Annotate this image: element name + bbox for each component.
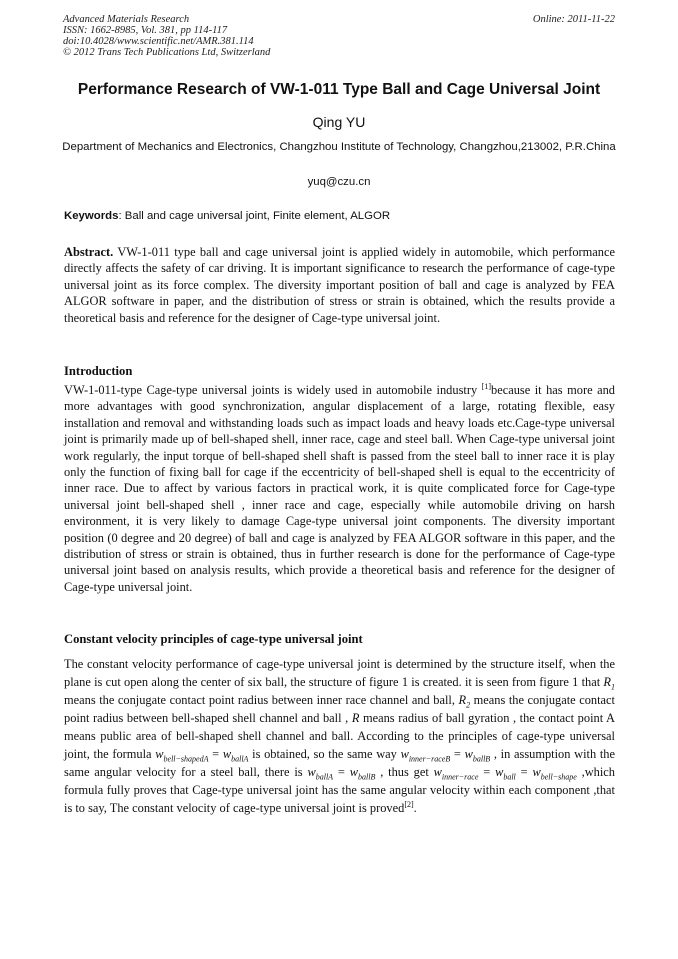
keywords-text: : Ball and cage universal joint, Finite element, ALGOR <box>118 210 391 222</box>
symbol-r2: R <box>458 693 467 707</box>
intro-text-1: VW-1-011-type Cage-type universal joints is widely used in automobile industry <box>64 383 482 397</box>
journal-copyright: © 2012 Trans Tech Publications Ltd, Switzerland <box>63 47 271 58</box>
cv-text-6: , in assumption with the same angular velocity for a steel ball, there is <box>64 747 615 779</box>
journal-name: Advanced Materials Research <box>63 14 190 25</box>
formula-4-sub2: ball <box>503 772 516 782</box>
cv-text-5: is obtained, so the same way <box>248 747 401 761</box>
formula-2-w2: w <box>464 747 473 761</box>
cv-text-3: means the conjugate contact point radius between bell-shaped shell channel and ball , <box>64 693 615 725</box>
formula-3-w2: w <box>349 765 359 779</box>
online-date: Online: 2011-11-22 <box>532 14 615 25</box>
journal-doi: doi:10.4028/www.scientific.net/AMR.381.114 <box>63 36 254 47</box>
formula-4-eq1: = <box>478 765 496 779</box>
journal-header <box>63 14 615 58</box>
formula-1-w1: w <box>155 747 164 761</box>
cv-section-paragraph <box>64 655 615 817</box>
formula-3-sub2: ballB <box>358 772 376 782</box>
paper-title: Performance Research of VW-1-011 Type Ball and Cage Universal Joint <box>77 81 601 98</box>
symbol-r1-sub: 1 <box>611 682 615 692</box>
abstract <box>64 244 615 326</box>
citation-2: [2] <box>404 799 414 809</box>
journal-issn: ISSN: 1662-8985, Vol. 381, pp 114-117 <box>63 25 228 36</box>
formula-2-sub1: inner−raceB <box>408 754 451 764</box>
author-email: yuq@czu.cn <box>307 176 371 188</box>
introduction-heading: Introduction <box>64 364 133 378</box>
citation-1: [1] <box>481 381 491 391</box>
formula-1-sub2: ballA <box>231 754 249 764</box>
formula-3-eq: = <box>333 765 350 779</box>
formula-4-eq2: = <box>515 765 533 779</box>
intro-text-2: because it has more and more advantages with good synchronization, angular displacement of a large, rotating flexible, easy installation and removal and withstanding loads such as impact loads and heavy loads etc.Cage-type universal joint is primarily made up of bell-shaped shell, inner race, cage and steel ball. When Cage-type universal joint work regularly, the input torque of bell-shaped shell shaft is passed from the steel ball to inner race it is play only the function of fixing ball for cage if the eccentricity of bell-shaped shell is equal to the eccentricity of inner race. Due to affect by various factors in practical work, it is quite complicated force for Cage-type universal joint bell-shaped shell , inner race and cage, especially while automobile driving on harsh environment, it is very likely to damage Cage-type universal joint components. The diversity important position (0 degree and 20 degree) of ball and cage is analyzed by FEA ALGOR software in this paper, and the distribution of stress or strain is obtained, thus in further research is done for the performance of Cage-type universal joint based on analysis results, which provide a theoretical basis and reference for the designer of Cage-type universal joint. <box>64 383 615 594</box>
formula-4-w1: w <box>433 765 442 779</box>
formula-1-sub1: bell−shapedA <box>163 754 209 764</box>
author-name: Qing YU <box>312 114 366 130</box>
symbol-r2-sub: 2 <box>466 700 471 710</box>
keywords <box>64 210 616 222</box>
cv-text-4: means radius of ball gyration , the contact point A means public area of bell-shaped shell channel and ball. According to the principles of cage-type universal joint, the formula <box>64 711 615 761</box>
cv-text-2: means the conjugate contact point radius between inner race channel and ball, <box>64 693 459 707</box>
author-affiliation: Department of Mechanics and Electronics, Changzhou Institute of Technology, Changzhou,213002, P.R.China <box>62 141 616 153</box>
formula-3-w1: w <box>307 765 316 779</box>
formula-4-sub1: inner−race <box>441 772 479 782</box>
cv-text-7: , thus get <box>375 765 434 779</box>
cv-text-1: The constant velocity performance of cage-type universal joint is determined by the structure itself, when the plane is cut open along the center of six ball, the structure of figure 1 is created. it is seen from figure 1 that <box>64 657 615 689</box>
cv-text-9: . <box>413 801 417 815</box>
keywords-label: Keywords <box>64 210 119 222</box>
formula-2-sub2: ballB <box>472 754 491 764</box>
formula-4-w2: w <box>495 765 504 779</box>
cv-text-8: ,which formula fully proves that Cage-type universal joint has the same angular velocity within each component ,that is to say, The constant velocity of cage-type universal joint is proved <box>64 765 616 815</box>
formula-1-w2: w <box>222 747 232 761</box>
cv-section-heading: Constant velocity principles of cage-type universal joint <box>64 632 363 646</box>
symbol-r: R <box>351 711 360 725</box>
abstract-label: Abstract. <box>64 245 114 259</box>
abstract-text: VW-1-011 type ball and cage universal joint is applied widely in automobile, which performance directly affects the safety of car driving. It is important significance to research the performance of cage-type universal joint as its force complex. The diversity important position of ball and cage is analyzed by FEA ALGOR software in paper, and the distribution of stress or strain is obtained, which the results provide a theoretical basis and reference for the designer of Cage-type universal joint. <box>64 245 615 325</box>
introduction-paragraph <box>64 382 615 595</box>
formula-2-eq: = <box>450 747 465 761</box>
formula-4-w3: w <box>532 765 541 779</box>
formula-2-w1: w <box>400 747 409 761</box>
formula-3-sub1: ballA <box>315 772 334 782</box>
formula-4-sub3: bell−shape <box>540 772 577 782</box>
formula-1-eq: = <box>208 747 223 761</box>
symbol-r1: R <box>603 675 611 689</box>
